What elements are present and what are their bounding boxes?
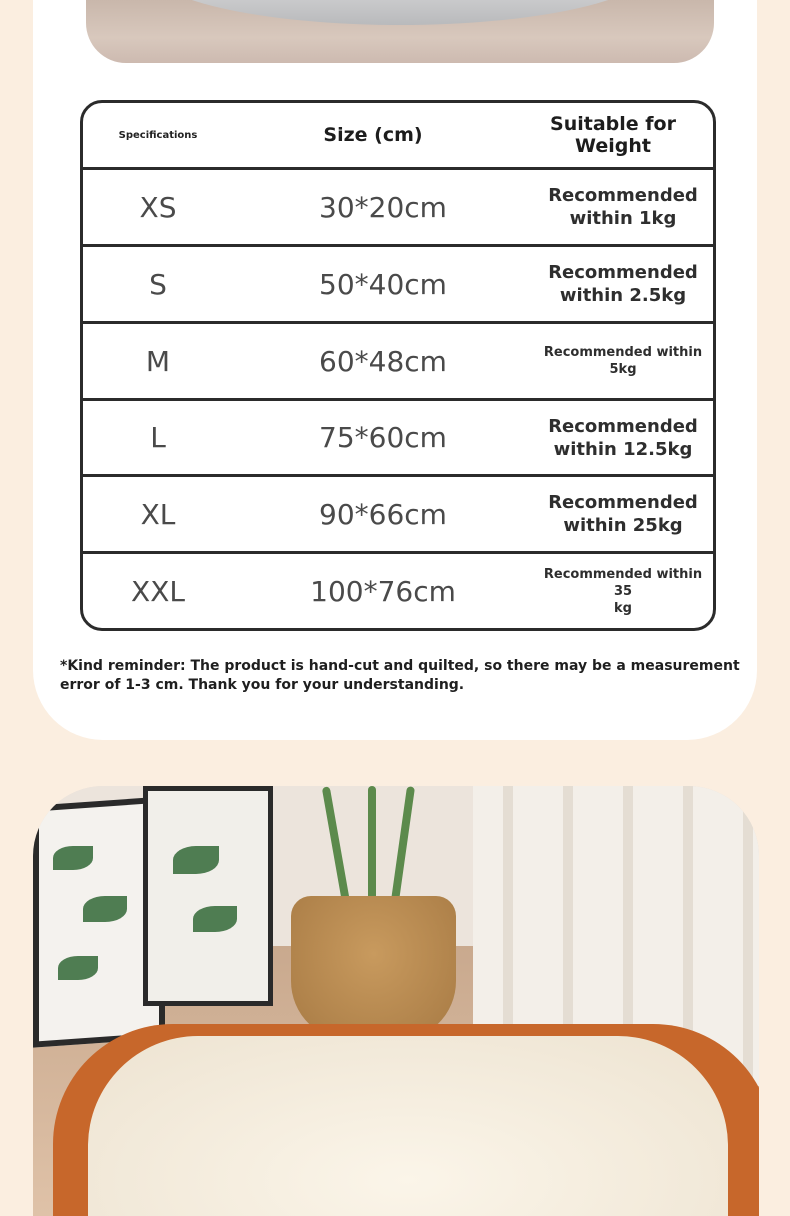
kind-reminder-note: *Kind reminder: The product is hand-cut and quilted, so there may be a measurement error of 1-3 cm. Thank you for your understanding.	[60, 658, 740, 693]
dimension-cell: 30*20cm	[319, 190, 447, 224]
header-specifications: Specifications	[118, 129, 198, 141]
weight-line-1: Recommended within 5kg	[543, 345, 703, 377]
size-cell: XS	[139, 190, 177, 224]
picture-frame-right	[143, 786, 273, 1006]
dimension-cell: 75*60cm	[319, 421, 447, 454]
weight-line-2: kg	[614, 600, 632, 616]
cushion-image	[146, 0, 654, 25]
leaf-icon	[83, 896, 127, 922]
weight-line-1: Recommended	[548, 185, 698, 206]
top-product-photo	[86, 0, 714, 63]
pet-bed-inner	[88, 1036, 728, 1216]
weight-cell	[533, 344, 713, 378]
table-row	[83, 554, 713, 628]
weight-line-2: within 1kg	[569, 208, 677, 229]
weight-line-1: Recommended	[548, 262, 698, 283]
woven-basket	[291, 896, 456, 1041]
weight-line-2: within 25kg	[563, 515, 683, 536]
size-cell: XXL	[131, 574, 185, 608]
size-cell: L	[150, 421, 166, 454]
leaf-icon	[193, 906, 237, 932]
dimension-cell: 60*48cm	[319, 344, 447, 378]
size-cell: M	[145, 344, 171, 378]
weight-cell	[533, 415, 713, 461]
table-row	[83, 247, 713, 324]
product-lifestyle-photo	[33, 786, 759, 1216]
table-row	[83, 401, 713, 477]
dimension-cell: 90*66cm	[319, 497, 447, 531]
table-row	[83, 477, 713, 554]
weight-cell	[533, 184, 713, 230]
dimension-cell: 50*40cm	[319, 267, 447, 301]
dimension-cell: 100*76cm	[310, 574, 456, 608]
size-cell: XL	[140, 497, 176, 531]
leaf-icon	[58, 956, 98, 980]
header-weight: Suitable for Weight	[550, 113, 676, 157]
weight-cell	[533, 566, 713, 617]
header-size: Size (cm)	[323, 124, 423, 146]
weight-line-2: within 12.5kg	[553, 438, 693, 460]
weight-line-2: within 2.5kg	[559, 285, 687, 306]
table-row	[83, 324, 713, 401]
weight-line-1: Recommended	[548, 492, 698, 513]
specifications-table	[80, 100, 716, 631]
weight-cell	[533, 491, 713, 537]
weight-line-1: Recommended within 35	[543, 566, 703, 599]
weight-cell	[533, 261, 713, 307]
table-header-row	[83, 103, 713, 170]
leaf-icon	[173, 846, 219, 874]
table-row	[83, 170, 713, 247]
weight-line-1: Recommended	[548, 415, 698, 437]
leaf-icon	[53, 846, 93, 870]
size-cell: S	[149, 267, 167, 301]
